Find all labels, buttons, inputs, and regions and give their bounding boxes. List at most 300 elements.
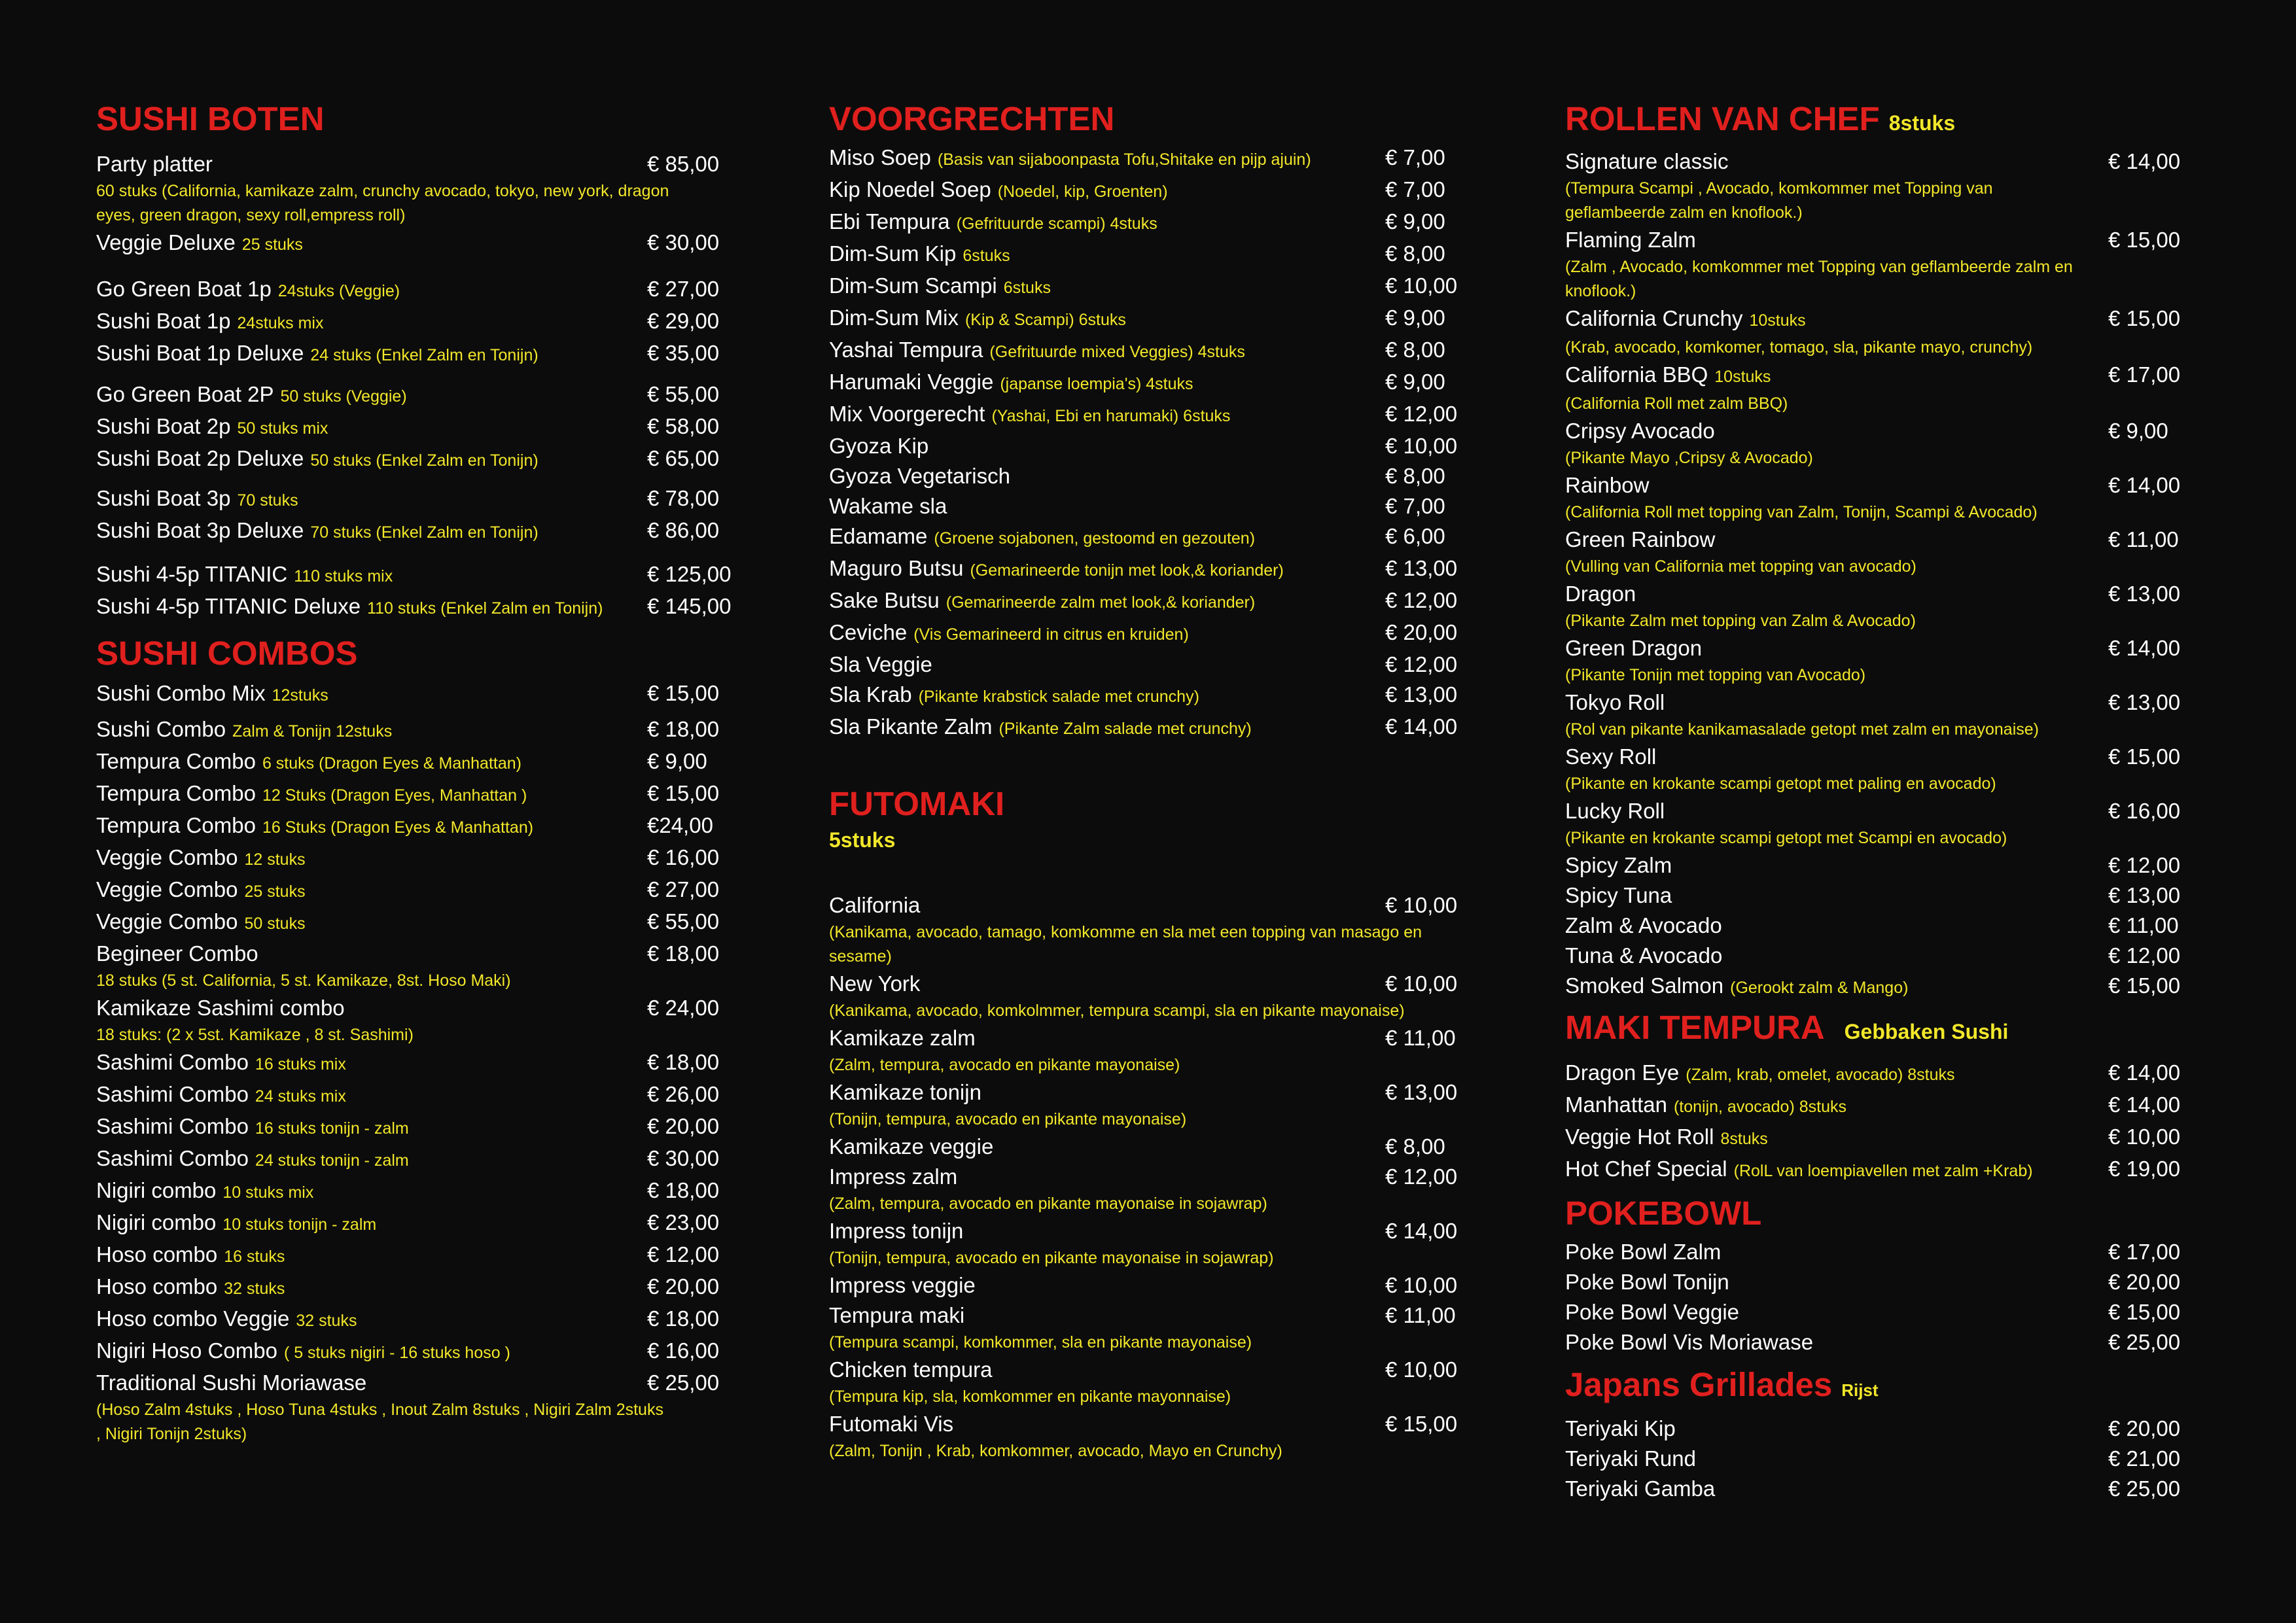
section-subtitle: Rijst bbox=[1841, 1380, 1879, 1400]
menu-item-price: € 12,00 bbox=[1385, 402, 1458, 426]
menu-item-price: € 9,00 bbox=[2108, 419, 2168, 443]
menu-item-description: (Zalm, tempura, avocado en pikante mayonaise in sojawrap) bbox=[829, 1195, 1267, 1213]
menu-item-name: Nigiri combo bbox=[96, 1178, 217, 1202]
menu-item-note: 10 stuks tonijn - zalm bbox=[222, 1215, 377, 1234]
menu-item-description: (Vulling van California met topping van avocado) bbox=[1565, 557, 1916, 576]
menu-item-note: 16 stuks tonijn - zalm bbox=[255, 1119, 409, 1138]
menu-item-note: 25 stuks bbox=[244, 882, 306, 901]
menu-item-price: € 14,00 bbox=[2108, 473, 2181, 497]
menu-item bbox=[829, 1355, 1483, 1409]
menu-item-price: € 14,00 bbox=[1385, 1219, 1458, 1243]
menu-item-description: 18 stuks: (2 x 5st. Kamikaze , 8 st. Sashimi) bbox=[96, 1026, 414, 1044]
menu-item-price: € 25,00 bbox=[647, 1370, 720, 1395]
menu-item-note: 50 stuks (Enkel Zalm en Tonijn) bbox=[310, 451, 539, 470]
menu-item-price: € 13,00 bbox=[2108, 883, 2181, 907]
menu-item-description: (Hoso Zalm 4stuks , Hoso Tuna 4stuks , Inout Zalm 8stuks , Nigiri Zalm 2stuks , Nigiri Tonijn 2stuks) bbox=[96, 1401, 663, 1443]
menu-item-price: € 125,00 bbox=[647, 562, 732, 586]
menu-item-price: € 13,00 bbox=[1385, 556, 1458, 580]
menu-item-name: Sexy Roll bbox=[1565, 744, 1657, 769]
menu-item-name: Green Dragon bbox=[1565, 636, 1703, 660]
menu-item-price: € 8,00 bbox=[1385, 1134, 1445, 1159]
menu-item-name: Veggie Hot Roll bbox=[1565, 1125, 1714, 1149]
menu-item-price: € 16,00 bbox=[2108, 799, 2181, 823]
menu-item-price: € 7,00 bbox=[1385, 145, 1445, 169]
menu-item-name: Cripsy Avocado bbox=[1565, 419, 1715, 443]
menu-item bbox=[1565, 1414, 2206, 1444]
menu-item-name: Ceviche bbox=[829, 620, 908, 644]
menu-item bbox=[1565, 304, 2206, 360]
menu-item bbox=[1565, 1090, 2206, 1122]
menu-item-note: ( 5 stuks nigiri - 16 stuks hoso ) bbox=[283, 1344, 510, 1362]
menu-item-name: Hoso combo Veggie bbox=[96, 1306, 290, 1331]
menu-item-price: € 10,00 bbox=[1385, 1273, 1458, 1297]
section-title: SUSHI COMBOS bbox=[96, 635, 358, 672]
menu-item-price: € 15,00 bbox=[2108, 306, 2181, 330]
menu-item-note: 6stuks bbox=[963, 247, 1010, 265]
menu-item-note: (Gemarineerde zalm met look,& koriander) bbox=[945, 593, 1256, 612]
menu-item-name: Poke Bowl Veggie bbox=[1565, 1300, 1740, 1324]
menu-item-description: (Zalm , Avocado, komkommer met Topping van geflambeerde zalm en knoflook.) bbox=[1565, 258, 2073, 300]
menu-item-price: € 25,00 bbox=[2108, 1476, 2181, 1501]
menu-item-note: (RolL van loempiavellen met zalm +Krab) bbox=[1733, 1162, 2033, 1180]
menu-item-price: € 13,00 bbox=[2108, 582, 2181, 606]
menu-item-name: Spicy Tuna bbox=[1565, 883, 1672, 907]
section-title: POKEBOWL bbox=[1565, 1195, 1762, 1232]
menu-item-price: € 8,00 bbox=[1385, 241, 1445, 266]
menu-item-name: Kamikaze Sashimi combo bbox=[96, 996, 345, 1020]
section-sushi-boten bbox=[96, 98, 751, 623]
menu-item bbox=[829, 271, 1483, 303]
menu-item bbox=[1565, 1237, 2206, 1267]
menu-item-note: 10stuks bbox=[1749, 311, 1806, 330]
menu-item bbox=[96, 515, 751, 548]
menu-item-price: € 20,00 bbox=[1385, 620, 1458, 644]
menu-item-price: € 10,00 bbox=[1385, 434, 1458, 458]
menu-item bbox=[1565, 796, 2206, 850]
menu-item-name: Nigiri Hoso Combo bbox=[96, 1338, 277, 1363]
menu-item-note: 24stuks (Veggie) bbox=[277, 282, 400, 300]
menu-item-name: Signature classic bbox=[1565, 149, 1729, 173]
menu-item-note: (Kip & Scampi) 6stuks bbox=[964, 311, 1126, 329]
menu-item-name: Tokyo Roll bbox=[1565, 690, 1665, 714]
menu-item-price: € 15,00 bbox=[2108, 973, 2181, 998]
section-futomaki bbox=[829, 783, 1483, 1463]
menu-item bbox=[829, 553, 1483, 585]
menu-item-description: (Pikante Zalm met topping van Zalm & Avocado) bbox=[1565, 612, 1916, 630]
menu-item bbox=[829, 969, 1483, 1023]
menu-item-price: € 12,00 bbox=[1385, 588, 1458, 612]
menu-item-price: € 58,00 bbox=[647, 414, 720, 438]
menu-item-note: (Basis van sijaboonpasta Tofu,Shitake en pijp ajuin) bbox=[937, 150, 1311, 169]
menu-item-price: € 12,00 bbox=[1385, 1164, 1458, 1189]
menu-item-price: € 10,00 bbox=[1385, 1357, 1458, 1382]
menu-item bbox=[829, 1077, 1483, 1132]
menu-item-description: (Krab, avocado, komkomer, tomago, sla, pikante mayo, crunchy) bbox=[1565, 338, 2033, 357]
menu-item bbox=[1565, 1327, 2206, 1357]
menu-item-note: (Vis Gemarineerd in citrus en kruiden) bbox=[913, 625, 1189, 644]
menu-item-name: Go Green Boat 2P bbox=[96, 382, 274, 406]
menu-item-name: Dim-Sum Kip bbox=[829, 241, 957, 266]
menu-item bbox=[1565, 1297, 2206, 1327]
menu-item-note: 12 Stuks (Dragon Eyes, Manhattan ) bbox=[262, 786, 527, 805]
menu-item-name: Harumaki Veggie bbox=[829, 370, 994, 394]
menu-item-name: Hoso combo bbox=[96, 1242, 218, 1266]
menu-item-name: Impress zalm bbox=[829, 1164, 958, 1189]
menu-item-name: Nigiri combo bbox=[96, 1210, 217, 1234]
menu-item bbox=[96, 149, 751, 228]
menu-item-note: 50 stuks mix bbox=[237, 419, 328, 438]
menu-item-note: 24stuks mix bbox=[237, 314, 324, 332]
menu-item bbox=[96, 1079, 751, 1111]
menu-item bbox=[829, 650, 1483, 680]
menu-item-price: € 9,00 bbox=[1385, 305, 1445, 330]
menu-item bbox=[1565, 742, 2206, 796]
menu-item bbox=[829, 399, 1483, 431]
menu-item-price: € 55,00 bbox=[647, 909, 720, 934]
menu-item bbox=[96, 1176, 751, 1208]
menu-item bbox=[96, 875, 751, 907]
menu-item-description: (Pikante Tonijn met topping van Avocado) bbox=[1565, 666, 1866, 684]
menu-item-price: € 78,00 bbox=[647, 486, 720, 510]
menu-item-name: Impress veggie bbox=[829, 1273, 976, 1297]
menu-item-name: Teriyaki Kip bbox=[1565, 1416, 1676, 1440]
menu-item-name: Sashimi Combo bbox=[96, 1114, 249, 1138]
menu-item-name: Poke Bowl Tonijn bbox=[1565, 1270, 1729, 1294]
menu-item bbox=[1565, 147, 2206, 225]
menu-item bbox=[829, 890, 1483, 969]
menu-item-price: € 25,00 bbox=[2108, 1330, 2181, 1354]
menu-item-price: € 35,00 bbox=[647, 341, 720, 365]
menu-item-note: (Yashai, Ebi en harumaki) 6stuks bbox=[991, 407, 1231, 425]
menu-item-description: (Tempura Scampi , Avocado, komkommer met Topping van geflambeerde zalm en knoflook.) bbox=[1565, 179, 1993, 222]
menu-item-note: (Groene sojabonen, gestoomd en gezouten) bbox=[934, 529, 1256, 548]
menu-item-note: (Gefrituurde mixed Veggies) 4stuks bbox=[989, 343, 1245, 361]
section-pokebowl bbox=[1565, 1193, 2206, 1357]
menu-item bbox=[829, 207, 1483, 239]
menu-item bbox=[829, 712, 1483, 744]
menu-item-note: 70 stuks (Enkel Zalm en Tonijn) bbox=[310, 523, 539, 542]
menu-item bbox=[96, 411, 751, 444]
menu-item-price: € 11,00 bbox=[1385, 1303, 1456, 1327]
menu-item bbox=[96, 379, 751, 411]
menu-item bbox=[829, 1023, 1483, 1077]
menu-item-name: Dim-Sum Mix bbox=[829, 305, 959, 330]
menu-item-name: Sushi Boat 1p Deluxe bbox=[96, 341, 304, 365]
menu-item-note: (tonijn, avocado) 8stuks bbox=[1673, 1098, 1846, 1116]
menu-item bbox=[1565, 470, 2206, 525]
menu-item-note: (Gerookt zalm & Mango) bbox=[1730, 979, 1909, 997]
menu-item bbox=[1565, 850, 2206, 881]
menu-item-price: € 21,00 bbox=[2108, 1446, 2181, 1471]
menu-item-note: 50 stuks (Veggie) bbox=[280, 387, 407, 406]
menu-item-name: Spicy Zalm bbox=[1565, 853, 1672, 877]
menu-item-name: Veggie Combo bbox=[96, 877, 238, 901]
menu-item-note: 32 stuks bbox=[296, 1312, 357, 1330]
menu-item-name: Gyoza Kip bbox=[829, 434, 929, 458]
menu-item bbox=[1565, 688, 2206, 742]
menu-item-description: (Tempura kip, sla, komkommer en pikante mayonnaise) bbox=[829, 1387, 1231, 1406]
menu-item-name: Flaming Zalm bbox=[1565, 228, 1696, 252]
menu-item bbox=[829, 585, 1483, 618]
menu-item-price: € 19,00 bbox=[2108, 1157, 2181, 1181]
menu-item-price: € 17,00 bbox=[2108, 1240, 2181, 1264]
menu-item-price: € 20,00 bbox=[2108, 1270, 2181, 1294]
menu-item bbox=[96, 678, 751, 710]
menu-item-description: (California Roll met topping van Zalm, Tonijn, Scampi & Avocado) bbox=[1565, 503, 2038, 521]
section-title: Japans Grillades Rijst bbox=[1565, 1366, 1879, 1403]
menu-item-description: (Rol van pikante kanikamasalade getopt met zalm en mayonaise) bbox=[1565, 720, 2039, 739]
menu-item-price: € 30,00 bbox=[647, 1146, 720, 1170]
menu-item-note: 70 stuks bbox=[237, 491, 298, 510]
section-title: SUSHI BOTEN bbox=[96, 100, 325, 137]
menu-item-name: Tempura maki bbox=[829, 1303, 965, 1327]
menu-item-price: € 29,00 bbox=[647, 309, 720, 333]
menu-item-price: € 12,00 bbox=[647, 1242, 720, 1266]
menu-item-price: € 15,00 bbox=[2108, 1300, 2181, 1324]
menu-item bbox=[829, 431, 1483, 461]
menu-item-name: New York bbox=[829, 971, 921, 996]
menu-item-name: Sushi Boat 1p bbox=[96, 309, 231, 333]
menu-item-price: € 20,00 bbox=[2108, 1416, 2181, 1440]
menu-item-price: € 20,00 bbox=[647, 1274, 720, 1299]
menu-item-name: Sashimi Combo bbox=[96, 1082, 249, 1106]
menu-item bbox=[96, 338, 751, 370]
menu-item bbox=[829, 367, 1483, 399]
menu-item-name: Sla Krab bbox=[829, 682, 912, 707]
menu-item-name: Yashai Tempura bbox=[829, 338, 983, 362]
menu-item bbox=[96, 306, 751, 338]
menu-item-description: 18 stuks (5 st. California, 5 st. Kamikaze, 8st. Hoso Maki) bbox=[96, 971, 511, 990]
menu-item-price: € 18,00 bbox=[647, 717, 720, 741]
menu-item-price: € 16,00 bbox=[647, 845, 720, 869]
menu-item-name: Sushi Combo Mix bbox=[96, 681, 266, 705]
menu-item-price: € 15,00 bbox=[1385, 1412, 1458, 1436]
menu-item-name: Tempura Combo bbox=[96, 781, 256, 805]
menu-item bbox=[1565, 881, 2206, 911]
menu-item-name: Sushi Boat 3p Deluxe bbox=[96, 518, 304, 542]
menu-item-name: Lucky Roll bbox=[1565, 799, 1665, 823]
menu-item bbox=[96, 778, 751, 811]
menu-item bbox=[1565, 525, 2206, 579]
menu-item-price: € 9,00 bbox=[647, 749, 707, 773]
menu-item-name: Kip Noedel Soep bbox=[829, 177, 991, 201]
menu-item-name: Wakame sla bbox=[829, 494, 947, 518]
menu-item-price: € 27,00 bbox=[647, 877, 720, 901]
menu-item-price: € 15,00 bbox=[2108, 228, 2181, 252]
menu-item-name: Kamikaze tonijn bbox=[829, 1080, 981, 1104]
menu-item-name: Sushi Boat 2p Deluxe bbox=[96, 446, 304, 470]
menu-item bbox=[829, 618, 1483, 650]
menu-item-name: Teriyaki Rund bbox=[1565, 1446, 1696, 1471]
menu-item-name: Dragon Eye bbox=[1565, 1060, 1680, 1085]
menu-item bbox=[829, 1162, 1483, 1216]
menu-item-note: 10stuks bbox=[1714, 368, 1771, 386]
menu-item-price: € 14,00 bbox=[2108, 1060, 2181, 1085]
section-voorgrechten bbox=[829, 98, 1483, 744]
menu-item-description: (Tonijn, tempura, avocado en pikante mayonaise in sojawrap) bbox=[829, 1249, 1274, 1267]
menu-item-description: (Zalm, Tonijn , Krab, komkommer, avocado, Mayo en Crunchy) bbox=[829, 1442, 1282, 1460]
menu-item bbox=[96, 939, 751, 993]
menu-item bbox=[96, 1143, 751, 1176]
menu-item-name: California BBQ bbox=[1565, 362, 1708, 387]
menu-item-name: Impress tonijn bbox=[829, 1219, 964, 1243]
menu-item-price: € 11,00 bbox=[2108, 527, 2179, 551]
menu-item-description: (Pikante en krokante scampi getopt met paling en avocado) bbox=[1565, 775, 1996, 793]
menu-item-name: Manhattan bbox=[1565, 1092, 1667, 1117]
menu-item-price: € 8,00 bbox=[1385, 464, 1445, 488]
menu-item-description: (Pikante en krokante scampi getopt met Scampi en avocado) bbox=[1565, 829, 2007, 847]
menu-item-name: Futomaki Vis bbox=[829, 1412, 954, 1436]
menu-item-name: Sla Veggie bbox=[829, 652, 932, 676]
menu-item-price: € 13,00 bbox=[2108, 690, 2181, 714]
menu-item-price: € 9,00 bbox=[1385, 209, 1445, 234]
menu-item-name: Poke Bowl Vis Moriawase bbox=[1565, 1330, 1814, 1354]
menu-item-price: € 16,00 bbox=[647, 1338, 720, 1363]
menu-item bbox=[96, 993, 751, 1047]
menu-item-note: 32 stuks bbox=[224, 1280, 285, 1298]
menu-item-price: € 14,00 bbox=[1385, 714, 1458, 739]
section-title: FUTOMAKI bbox=[829, 785, 1005, 822]
menu-item bbox=[1565, 1122, 2206, 1154]
section-subtitle: Gebbaken Sushi bbox=[1844, 1020, 2009, 1043]
menu-item-price: € 17,00 bbox=[2108, 362, 2181, 387]
menu-item-price: € 13,00 bbox=[1385, 682, 1458, 707]
menu-column-right bbox=[1565, 98, 2206, 1504]
menu-item bbox=[1565, 416, 2206, 470]
menu-item-note: 10 stuks mix bbox=[222, 1183, 314, 1202]
menu-item bbox=[96, 1240, 751, 1272]
menu-item-name: Veggie Combo bbox=[96, 909, 238, 934]
menu-item-name: Traditional Sushi Moriawase bbox=[96, 1370, 367, 1395]
menu-item-note: (Noedel, kip, Groenten) bbox=[997, 183, 1168, 201]
menu-item-price: € 27,00 bbox=[647, 277, 720, 301]
menu-item bbox=[1565, 225, 2206, 304]
menu-item-description: (Tonijn, tempura, avocado en pikante mayonaise) bbox=[829, 1110, 1187, 1128]
menu-item-name: California bbox=[829, 893, 921, 917]
menu-item bbox=[1565, 911, 2206, 941]
menu-item-note: 110 stuks mix bbox=[294, 567, 393, 585]
menu-item bbox=[1565, 941, 2206, 971]
menu-item-note: 16 stuks bbox=[224, 1248, 285, 1266]
menu-item bbox=[1565, 1058, 2206, 1090]
menu-item-name: Tempura Combo bbox=[96, 749, 256, 773]
menu-item-name: Sake Butsu bbox=[829, 588, 940, 612]
menu-item-note: Zalm & Tonijn 12stuks bbox=[232, 722, 393, 741]
menu-item-name: Veggie Deluxe bbox=[96, 230, 236, 254]
menu-item bbox=[829, 1132, 1483, 1162]
menu-item-note: (Gemarineerde tonijn met look,& koriander) bbox=[970, 561, 1284, 580]
menu-item-name: California Crunchy bbox=[1565, 306, 1743, 330]
menu-item bbox=[829, 1300, 1483, 1355]
menu-item-price: € 6,00 bbox=[1385, 524, 1445, 548]
menu-item-name: Zalm & Avocado bbox=[1565, 913, 1722, 937]
menu-item-name: Begineer Combo bbox=[96, 941, 258, 966]
menu-item-description: (California Roll met zalm BBQ) bbox=[1565, 394, 1788, 413]
menu-item-name: Kamikaze zalm bbox=[829, 1026, 976, 1050]
menu-item-name: Rainbow bbox=[1565, 473, 1650, 497]
menu-item bbox=[96, 1208, 751, 1240]
menu-item-name: Teriyaki Gamba bbox=[1565, 1476, 1716, 1501]
menu-item bbox=[1565, 360, 2206, 416]
section-title: MAKI TEMPURA Gebbaken Sushi bbox=[1565, 1009, 2009, 1046]
menu-item-price: € 7,00 bbox=[1385, 494, 1445, 518]
menu-item-name: Party platter bbox=[96, 152, 213, 176]
menu-item-name: Miso Soep bbox=[829, 145, 931, 169]
menu-item-price: € 10,00 bbox=[1385, 971, 1458, 996]
menu-item bbox=[1565, 1267, 2206, 1297]
menu-item bbox=[1565, 579, 2206, 633]
section-maki-tempura bbox=[1565, 1007, 2206, 1186]
menu-item-name: Sushi Boat 2p bbox=[96, 414, 231, 438]
menu-item-name: Hot Chef Special bbox=[1565, 1157, 1727, 1181]
section-title: ROLLEN VAN CHEF 8stuks bbox=[1565, 100, 1956, 137]
menu-item-price: € 14,00 bbox=[2108, 636, 2181, 660]
menu-item-name: Tuna & Avocado bbox=[1565, 943, 1723, 968]
menu-item-price: € 15,00 bbox=[647, 681, 720, 705]
menu-item bbox=[829, 1270, 1483, 1300]
menu-item bbox=[829, 461, 1483, 491]
section-subtitle: 5stuks bbox=[829, 828, 896, 852]
menu-item bbox=[829, 521, 1483, 553]
menu-item-name: Gyoza Vegetarisch bbox=[829, 464, 1010, 488]
menu-item bbox=[1565, 1474, 2206, 1504]
section-title: VOORGRECHTEN bbox=[829, 100, 1115, 137]
menu-item-price: € 85,00 bbox=[647, 152, 720, 176]
menu-item-price: €24,00 bbox=[647, 813, 713, 837]
menu-item-price: € 26,00 bbox=[647, 1082, 720, 1106]
section-sushi-combos bbox=[96, 633, 751, 1446]
menu-item-price: € 10,00 bbox=[1385, 273, 1458, 298]
menu-item-name: Sushi 4-5p TITANIC Deluxe bbox=[96, 594, 361, 618]
menu-item bbox=[1565, 971, 2206, 1003]
menu-item-name: Go Green Boat 1p bbox=[96, 277, 272, 301]
menu-item-name: Sashimi Combo bbox=[96, 1146, 249, 1170]
menu-item bbox=[96, 1047, 751, 1079]
menu-item bbox=[96, 1111, 751, 1143]
menu-item bbox=[96, 559, 751, 591]
menu-column-middle bbox=[829, 98, 1483, 1463]
menu-item-price: € 55,00 bbox=[647, 382, 720, 406]
menu-item-price: € 12,00 bbox=[2108, 943, 2181, 968]
menu-item-price: € 15,00 bbox=[2108, 744, 2181, 769]
menu-item-description: (Kanikama, avocado, komkolmmer, tempura scampi, sla en pikante mayonaise) bbox=[829, 1002, 1405, 1020]
menu-item bbox=[96, 444, 751, 476]
menu-item-name: Sushi Combo bbox=[96, 717, 226, 741]
menu-item bbox=[829, 335, 1483, 367]
menu-item-name: Dim-Sum Scampi bbox=[829, 273, 997, 298]
menu-item-note: (Pikante Zalm salade met crunchy) bbox=[998, 720, 1252, 738]
menu-item-price: € 9,00 bbox=[1385, 370, 1445, 394]
menu-item-name: Mix Voorgerecht bbox=[829, 402, 985, 426]
menu-item bbox=[829, 143, 1483, 175]
menu-item bbox=[829, 175, 1483, 207]
menu-item-note: 6stuks bbox=[1003, 279, 1051, 297]
menu-item-price: € 18,00 bbox=[647, 941, 720, 966]
menu-item-description: (Pikante Mayo ,Cripsy & Avocado) bbox=[1565, 449, 1813, 467]
menu-item-name: Poke Bowl Zalm bbox=[1565, 1240, 1722, 1264]
section-subtitle: 8stuks bbox=[1888, 111, 1956, 135]
menu-item bbox=[829, 680, 1483, 712]
menu-item-name: Dragon bbox=[1565, 582, 1636, 606]
menu-item-price: € 145,00 bbox=[647, 594, 732, 618]
menu-item bbox=[829, 1409, 1483, 1463]
menu-item-price: € 30,00 bbox=[647, 230, 720, 254]
menu-item-note: 12stuks bbox=[272, 686, 328, 705]
menu-item-note: 25 stuks bbox=[241, 236, 303, 254]
menu-item-price: € 12,00 bbox=[2108, 853, 2181, 877]
menu-item-name: Sashimi Combo bbox=[96, 1050, 249, 1074]
menu-item-price: € 11,00 bbox=[2108, 913, 2179, 937]
